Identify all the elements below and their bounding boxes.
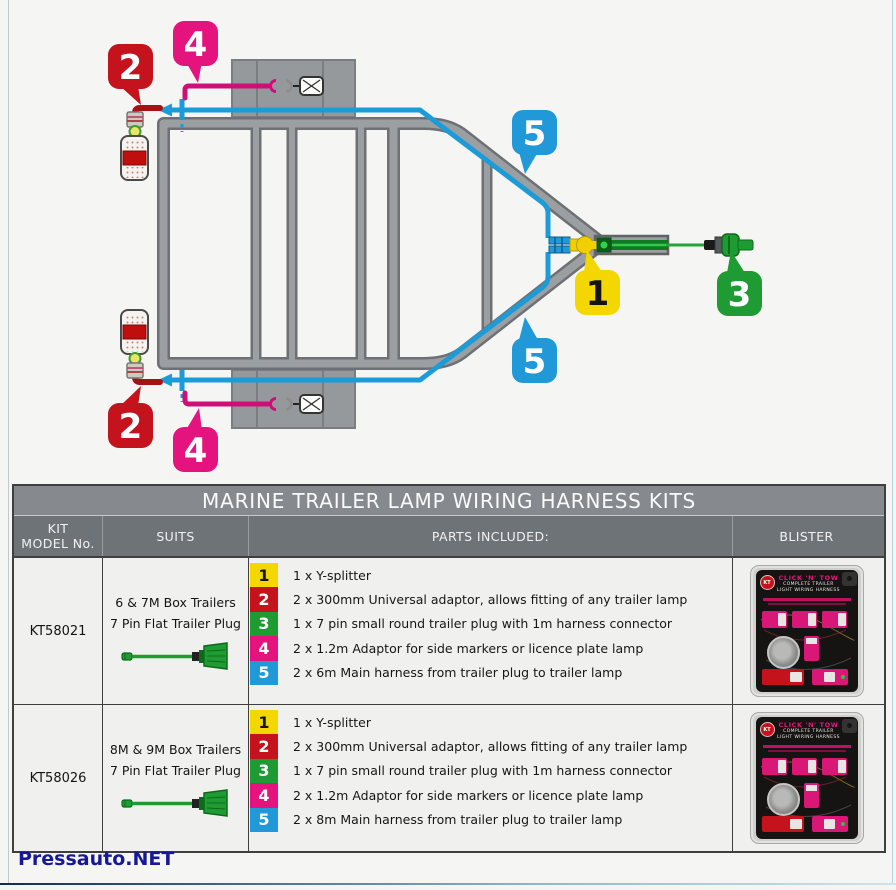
blister-cell xyxy=(732,558,880,704)
callout-3 xyxy=(717,251,762,316)
blister-label-cards xyxy=(762,758,847,775)
blister-cable-coil xyxy=(767,636,800,669)
part-badge: 4 xyxy=(250,636,278,660)
part-text: 2 x 300mm Universal adaptor, allows fitting of any trailer lamp xyxy=(293,592,688,608)
part-badge: 2 xyxy=(250,734,278,758)
part-item xyxy=(250,563,732,587)
suits-line2: 7 Pin Flat Trailer Plug xyxy=(110,615,241,631)
blister-label-cards xyxy=(762,611,847,628)
blister-strip xyxy=(768,750,846,752)
part-text: 2 x 300mm Universal adaptor, allows fitting of any trailer lamp xyxy=(293,739,688,755)
page-right-border xyxy=(892,0,893,884)
table-row-kt58026 xyxy=(14,704,884,851)
parts-cell xyxy=(248,705,732,851)
blister-brand: CLICK 'N' TOW xyxy=(778,721,839,729)
part-badge: 5 xyxy=(250,661,278,685)
svg-text:3: 3 xyxy=(727,275,752,315)
part-text: 1 x 7 pin small round trailer plug with 1m harness connector xyxy=(293,616,673,632)
blister-pack-photo xyxy=(750,712,864,844)
part-text: 1 x 7 pin small round trailer plug with 1m harness connector xyxy=(293,763,673,779)
header-blister: BLISTER xyxy=(732,516,880,556)
blister-subtitle2: LIGHT WIRING HARNESS xyxy=(777,735,840,740)
part-badge: 3 xyxy=(250,612,278,636)
parts-list xyxy=(249,558,732,685)
blister-cable-coil xyxy=(767,783,800,816)
part-text: 1 x Y-splitter xyxy=(293,714,371,730)
page-bottom-border xyxy=(0,883,896,885)
y-splitter xyxy=(549,237,611,254)
suits-line1: 8M & 9M Box Trailers xyxy=(109,741,242,757)
callout-2-bottom xyxy=(108,386,153,448)
blister-pack-photo xyxy=(750,565,864,697)
suits-cell xyxy=(102,558,248,704)
part-text: 2 x 6m Main harness from trailer plug to trailer lamp xyxy=(293,665,623,681)
part-text: 2 x 1.2m Adaptor for side markers or licence plate lamp xyxy=(293,640,644,656)
suits-line2: 7 Pin Flat Trailer Plug xyxy=(110,762,241,778)
seven-pin-plug xyxy=(666,234,753,256)
part-item xyxy=(250,734,732,758)
part-badge: 3 xyxy=(250,759,278,783)
blister-logo: KT xyxy=(760,575,775,590)
blister-hang-hole xyxy=(842,572,857,586)
svg-text:2: 2 xyxy=(118,48,143,88)
blister-hang-hole xyxy=(842,719,857,733)
parts-list xyxy=(249,705,732,832)
part-item xyxy=(250,783,732,807)
part-item xyxy=(250,636,732,660)
blister-strip xyxy=(763,745,851,748)
header-parts: PARTS INCLUDED: xyxy=(248,516,732,556)
header-kit-model: KIT MODEL No. xyxy=(21,521,95,551)
part-item xyxy=(250,612,732,636)
part-item xyxy=(250,710,732,734)
blister-card xyxy=(756,570,858,692)
kits-table xyxy=(12,484,886,853)
suits-line1: 6 & 7M Box Trailers xyxy=(115,594,236,610)
part-badge: 4 xyxy=(250,783,278,807)
blister-card xyxy=(756,717,858,839)
trailer-lamp-bottom xyxy=(121,310,148,378)
kit-model-number: KT58021 xyxy=(29,623,87,639)
flat-plug-illustration xyxy=(121,788,231,818)
blister-logo: KT xyxy=(760,722,775,737)
watermark: Pressauto.NET xyxy=(18,848,175,870)
part-item xyxy=(250,759,732,783)
parts-cell xyxy=(248,558,732,704)
svg-text:4: 4 xyxy=(183,431,208,471)
svg-text:5: 5 xyxy=(522,114,547,154)
part-text: 2 x 1.2m Adaptor for side markers or licence plate lamp xyxy=(293,787,644,803)
svg-text:2: 2 xyxy=(118,407,143,447)
part-text: 1 x Y-splitter xyxy=(293,567,371,583)
table-row-kt58021 xyxy=(14,557,884,704)
flat-plug-illustration xyxy=(121,641,231,671)
blister-strip xyxy=(768,603,846,605)
part-badge: 5 xyxy=(250,808,278,832)
blister-subtitle1: COMPLETE TRAILER xyxy=(783,729,834,734)
part-item xyxy=(250,661,732,685)
part-badge: 1 xyxy=(250,710,278,734)
blister-brand: CLICK 'N' TOW xyxy=(778,574,839,582)
blister-strip xyxy=(763,598,851,601)
blister-subtitle2: LIGHT WIRING HARNESS xyxy=(777,588,840,593)
callout-4-top xyxy=(173,21,218,83)
page-left-border xyxy=(8,0,9,884)
part-badge: 1 xyxy=(250,563,278,587)
trailer-lamp-top xyxy=(121,112,148,180)
callout-5-bottom xyxy=(512,317,557,383)
part-item xyxy=(250,808,732,832)
part-badge: 2 xyxy=(250,587,278,611)
part-text: 2 x 8m Main harness from trailer plug to trailer lamp xyxy=(293,812,623,828)
callout-2-top xyxy=(108,44,153,105)
svg-text:5: 5 xyxy=(522,342,547,382)
blister-cell xyxy=(732,705,880,851)
suits-cell xyxy=(102,705,248,851)
part-item xyxy=(250,587,732,611)
callout-5-top xyxy=(512,110,557,174)
header-suits: SUITS xyxy=(102,516,248,556)
kit-model-number: KT58026 xyxy=(29,770,87,786)
table-header-row xyxy=(14,516,884,557)
svg-text:1: 1 xyxy=(585,274,610,314)
table-title: MARINE TRAILER LAMP WIRING HARNESS KITS xyxy=(14,486,884,516)
svg-text:4: 4 xyxy=(183,25,208,65)
callout-4-bottom xyxy=(173,408,218,472)
blister-subtitle1: COMPLETE TRAILER xyxy=(783,582,834,587)
